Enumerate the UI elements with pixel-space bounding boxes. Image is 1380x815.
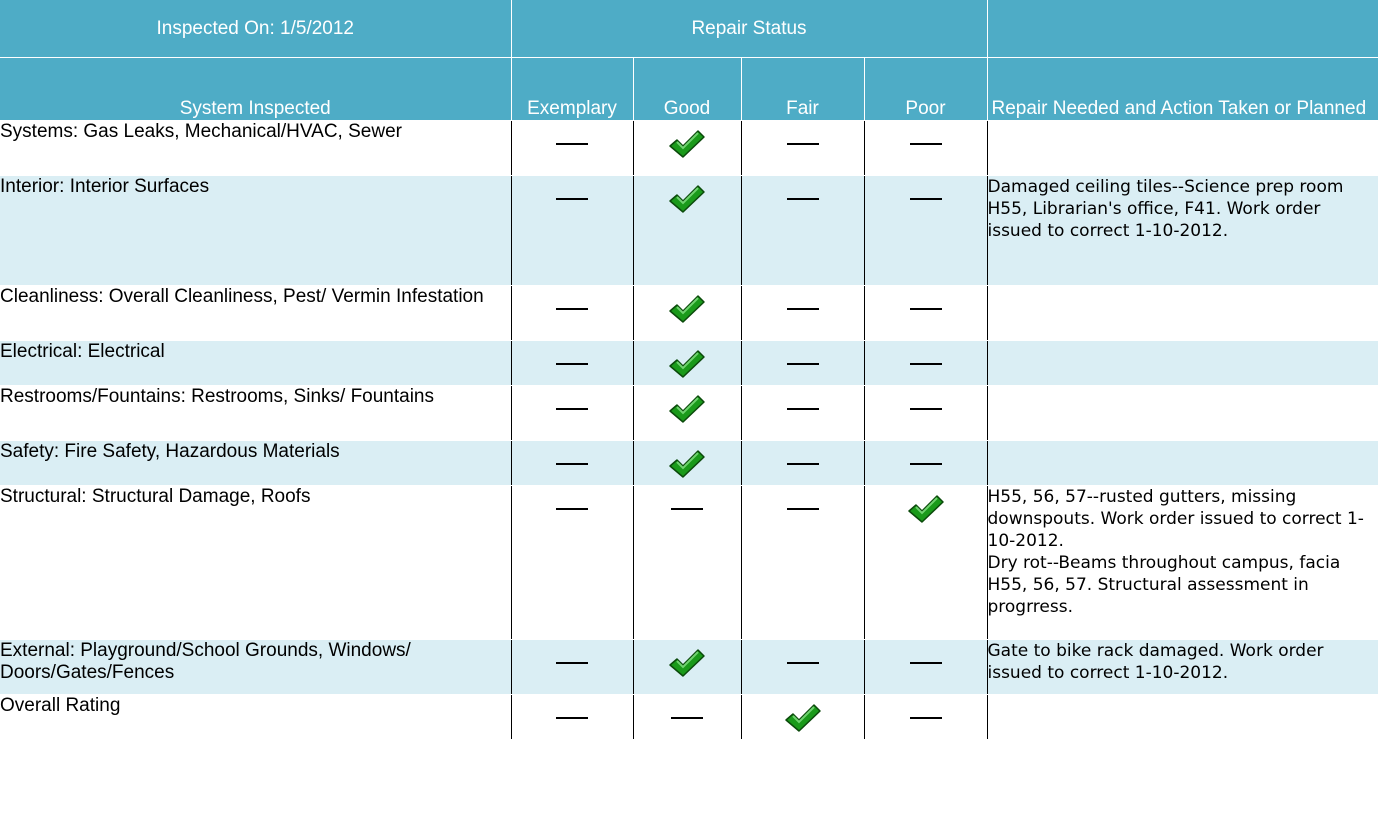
dash-icon [787,308,819,310]
status-poor [864,441,987,486]
status-poor [864,386,987,441]
status-exemplary [511,695,633,740]
system-inspected-header: System Inspected [0,58,511,121]
repair-note: Damaged ceiling tiles--Science prep room H55, Librarian's office, F41. Work order issued to correct 1-10-2012. [987,177,1344,241]
system-name: Interior: Interior Surfaces [0,176,511,286]
status-poor [864,640,987,695]
system-name: Safety: Fire Safety, Hazardous Materials [0,441,511,486]
repair-notes [987,695,1378,740]
table-row [0,176,1378,286]
status-good [633,286,741,341]
repair-notes [987,286,1378,341]
dash-icon [556,408,588,410]
status-good [633,386,741,441]
status-good [633,486,741,640]
system-name: Electrical: Electrical [0,341,511,386]
check-icon [668,129,706,159]
inspection-rows [0,121,1378,740]
status-exemplary [511,441,633,486]
dash-icon [671,717,703,719]
dash-icon [910,363,942,365]
good-header: Good [633,58,741,121]
repair-notes [987,486,1378,640]
blank-header [987,0,1378,58]
system-name: Systems: Gas Leaks, Mechanical/HVAC, Sewer [0,121,511,176]
repair-needed-header: Repair Needed and Action Taken or Planned [987,58,1378,121]
repair-note: H55, 56, 57--rusted gutters, missing downspouts. Work order issued to correct 1-10-2012. [987,487,1364,551]
check-icon [907,494,945,524]
status-good [633,441,741,486]
dash-icon [910,717,942,719]
dash-icon [787,198,819,200]
exemplary-header: Exemplary [511,58,633,121]
status-good [633,121,741,176]
dash-icon [910,408,942,410]
system-name: Overall Rating [0,695,511,740]
check-icon [668,184,706,214]
table-row [0,286,1378,341]
dash-icon [910,662,942,664]
repair-note: Gate to bike rack damaged. Work order issued to correct 1-10-2012. [987,641,1324,683]
status-fair [741,695,864,740]
status-good [633,695,741,740]
table-row [0,121,1378,176]
inspected-on-header: Inspected On: 1/5/2012 [0,0,511,58]
status-fair [741,486,864,640]
status-good [633,176,741,286]
dash-icon [787,508,819,510]
status-good [633,341,741,386]
table-row [0,640,1378,695]
dash-icon [556,662,588,664]
dash-icon [787,662,819,664]
dash-icon [910,308,942,310]
status-poor [864,486,987,640]
dash-icon [671,508,703,510]
system-name: Restrooms/Fountains: Restrooms, Sinks/ Fountains [0,386,511,441]
repair-notes [987,386,1378,441]
repair-notes [987,176,1378,286]
check-icon [668,449,706,479]
status-exemplary [511,286,633,341]
check-icon [668,648,706,678]
status-fair [741,640,864,695]
dash-icon [910,198,942,200]
dash-icon [556,463,588,465]
dash-icon [787,463,819,465]
table-row [0,695,1378,740]
dash-icon [556,717,588,719]
check-icon [668,349,706,379]
table-row [0,386,1378,441]
status-exemplary [511,121,633,176]
fair-header: Fair [741,58,864,121]
dash-icon [787,408,819,410]
check-icon [668,394,706,424]
status-good [633,640,741,695]
table-row [0,486,1378,640]
status-fair [741,176,864,286]
table-row [0,441,1378,486]
status-exemplary [511,386,633,441]
repair-notes [987,341,1378,386]
system-name: External: Playground/School Grounds, Windows/ Doors/Gates/Fences [0,640,511,695]
status-fair [741,341,864,386]
status-exemplary [511,176,633,286]
status-exemplary [511,341,633,386]
dash-icon [787,363,819,365]
status-fair [741,286,864,341]
check-icon [784,703,822,733]
status-poor [864,695,987,740]
dash-icon [556,363,588,365]
repair-status-header: Repair Status [511,0,987,58]
status-poor [864,176,987,286]
repair-notes [987,441,1378,486]
dash-icon [556,508,588,510]
status-exemplary [511,640,633,695]
dash-icon [556,198,588,200]
status-fair [741,441,864,486]
dash-icon [910,143,942,145]
status-poor [864,121,987,176]
status-fair [741,121,864,176]
check-icon [668,294,706,324]
status-fair [741,386,864,441]
system-name: Structural: Structural Damage, Roofs [0,486,511,640]
poor-header: Poor [864,58,987,121]
status-exemplary [511,486,633,640]
dash-icon [556,143,588,145]
table-row [0,341,1378,386]
repair-notes [987,640,1378,695]
dash-icon [787,143,819,145]
repair-notes [987,121,1378,176]
status-poor [864,286,987,341]
system-name: Cleanliness: Overall Cleanliness, Pest/ Vermin Infestation [0,286,511,341]
repair-note: Dry rot--Beams throughout campus, facia H55, 56, 57. Structural assessment in progrress. [987,553,1341,617]
dash-icon [556,308,588,310]
status-poor [864,341,987,386]
dash-icon [910,463,942,465]
